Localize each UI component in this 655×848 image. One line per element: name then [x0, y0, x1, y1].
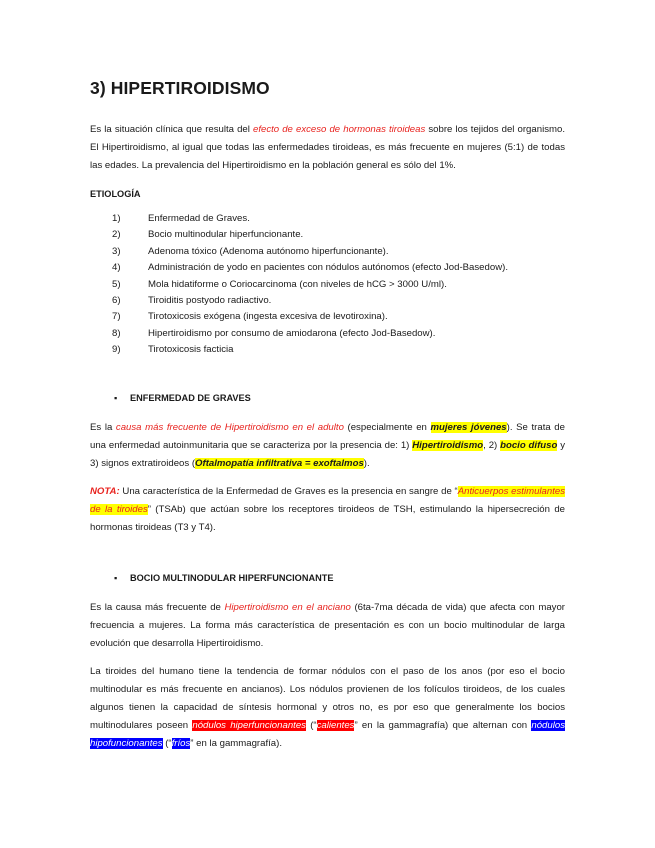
list-item: [90, 260, 565, 276]
list-item-text: Tiroiditis postyodo radiactivo.: [148, 295, 272, 307]
list-item: [90, 309, 565, 325]
list-item-text: Mola hidatiforme o Coriocarcinoma (con niveles de hCG > 3000 U/ml).: [148, 278, 447, 290]
nota-label: NOTA:: [90, 485, 120, 497]
bocio-heading-text: BOCIO MULTINODULAR HIPERFUNCIONANTE: [130, 572, 334, 583]
intro-paragraph: [90, 121, 565, 175]
highlight-nodulos-hipofuncionantes: nódulos hipofuncionantes: [90, 719, 565, 749]
square-bullet-icon: ▪: [114, 392, 118, 403]
square-bullet-icon: ▪: [114, 572, 118, 583]
etiologia-heading: ETIOLOGÍA: [90, 189, 141, 199]
list-item-text: Adenoma tóxico (Adenoma autónomo hiperfuncionante).: [148, 245, 389, 257]
bocio-p2-text-4: (“: [162, 737, 172, 749]
bocio-p2-text-1: La tiroides del humano tiene la tendencia de formar nódulos con el paso de los anos (por eso el bocio multinodular es más frecuente en ancianos). Los nódulos provienen de los folículos tiroideos, de los cuales algunos tienen la capacidad de síntesis hormonal y otros no, es por eso que generalmente los bocios multinodulares poseen: [90, 665, 565, 731]
bocio-paragraph-1: [90, 599, 565, 653]
highlight-anticuerpos: Anticuerpos estimulantes de la tiroides: [90, 485, 566, 515]
bocio-p1-text-2: (6ta-7ma década de vida) que afecta con mayor frecuencia a mujeres. La forma más característica de presentación es con un bocio multinodular de larga evolución que desarrolla Hipertiroidismo.: [90, 601, 565, 649]
list-item-text: Hipertiroidismo por consumo de amiodarona (efecto Jod-Basedow).: [148, 327, 436, 339]
graves-p1-text-3: ). Se trata de una enfermedad autoinmunitaria que se caracteriza por la presencia de: 1): [90, 421, 565, 451]
intro-emphasis: efecto de exceso de hormonas tiroideas: [252, 124, 426, 135]
list-item: [90, 277, 565, 293]
highlight-hipertiroidismo: Hipertiroidismo: [412, 439, 484, 451]
document-title: 3) HIPERTIROIDISMO: [90, 78, 270, 98]
intro-text-2: sobre los tejidos del organismo. El Hipertiroidismo, al igual que todas las enfermedades tiroideas, es más frecuente en mujeres (5:1) de todas las edades. La prevalencia del Hipertiroidismo en la población general es sólo del 1%.: [90, 124, 565, 171]
graves-paragraph-1: [90, 419, 565, 473]
bocio-paragraph-2: [90, 663, 565, 753]
highlight-mujeres-jovenes: mujeres jóvenes: [430, 421, 507, 433]
list-item: [90, 293, 565, 309]
list-item-text: Bocio multinodular hiperfuncionante.: [148, 229, 304, 241]
list-item-number: 3): [112, 245, 121, 257]
list-item-number: 9): [112, 344, 121, 356]
graves-p1-text-2: (especialmente en: [343, 421, 431, 433]
list-item-number: 4): [112, 262, 121, 274]
list-item-number: 2): [112, 229, 121, 241]
list-item-number: 6): [112, 295, 121, 307]
list-item-number: 8): [112, 327, 121, 339]
graves-p1-text-5: y 3) signos extratiroideos (: [90, 439, 565, 469]
graves-heading-text: ENFERMEDAD DE GRAVES: [130, 392, 251, 403]
graves-p1-text-1: Es la: [90, 421, 116, 433]
bocio-p1-text-1: Es la causa más frecuente de: [90, 601, 225, 613]
highlight-nodulos-hiperfuncionantes: nódulos hiperfuncionantes: [192, 719, 306, 731]
list-item-number: 7): [112, 311, 121, 323]
bocio-p2-text-5: ” en la gammagrafía).: [190, 737, 282, 749]
list-item: [90, 326, 565, 342]
list-item-text: Enfermedad de Graves.: [148, 213, 250, 224]
list-item-text: Tirotoxicosis facticia: [148, 344, 234, 356]
graves-p1-text-6: ).: [363, 457, 370, 469]
list-item: [90, 342, 565, 358]
graves-p2-text-1: Una característica de la Enfermedad de Graves es la presencia en sangre de “: [119, 485, 458, 497]
bocio-p2-text-3: ” en la gammagrafía) que alternan con: [354, 719, 532, 731]
bocio-p2-text-2: (“: [305, 719, 317, 731]
bocio-heading: [90, 573, 565, 583]
list-item: [90, 244, 565, 260]
graves-paragraph-2: [90, 483, 565, 537]
bocio-p1-emphasis: Hipertiroidismo en el anciano: [224, 601, 351, 613]
highlight-oftalmopatia: Oftalmopatía infiltrativa = exoftalmos: [195, 457, 364, 469]
list-item: [90, 227, 565, 243]
highlight-calientes: calientes: [316, 719, 355, 731]
list-item-number: 1): [112, 213, 121, 224]
graves-p1-emphasis: causa más frecuente de Hipertiroidismo en el adulto: [115, 421, 344, 433]
highlight-frios: fríos: [171, 737, 191, 749]
list-item: [90, 211, 565, 227]
highlight-bocio-difuso: bocio difuso: [500, 439, 558, 451]
graves-heading: [90, 393, 565, 403]
graves-p1-text-4: , 2): [483, 439, 501, 451]
list-item-text: Tirotoxicosis exógena (ingesta excesiva de levotiroxina).: [148, 311, 388, 323]
etiologia-list: [90, 211, 565, 359]
list-item-text: Administración de yodo en pacientes con nódulos autónomos (efecto Jod-Basedow).: [148, 262, 508, 274]
intro-text-1: Es la situación clínica que resulta del: [90, 124, 253, 135]
graves-p2-text-2: ” (TSAb) que actúan sobre los receptores tiroideos de TSH, estimulando la hipersecreción de hormonas tiroideas (T3 y T4).: [90, 503, 565, 533]
list-item-number: 5): [112, 278, 121, 290]
